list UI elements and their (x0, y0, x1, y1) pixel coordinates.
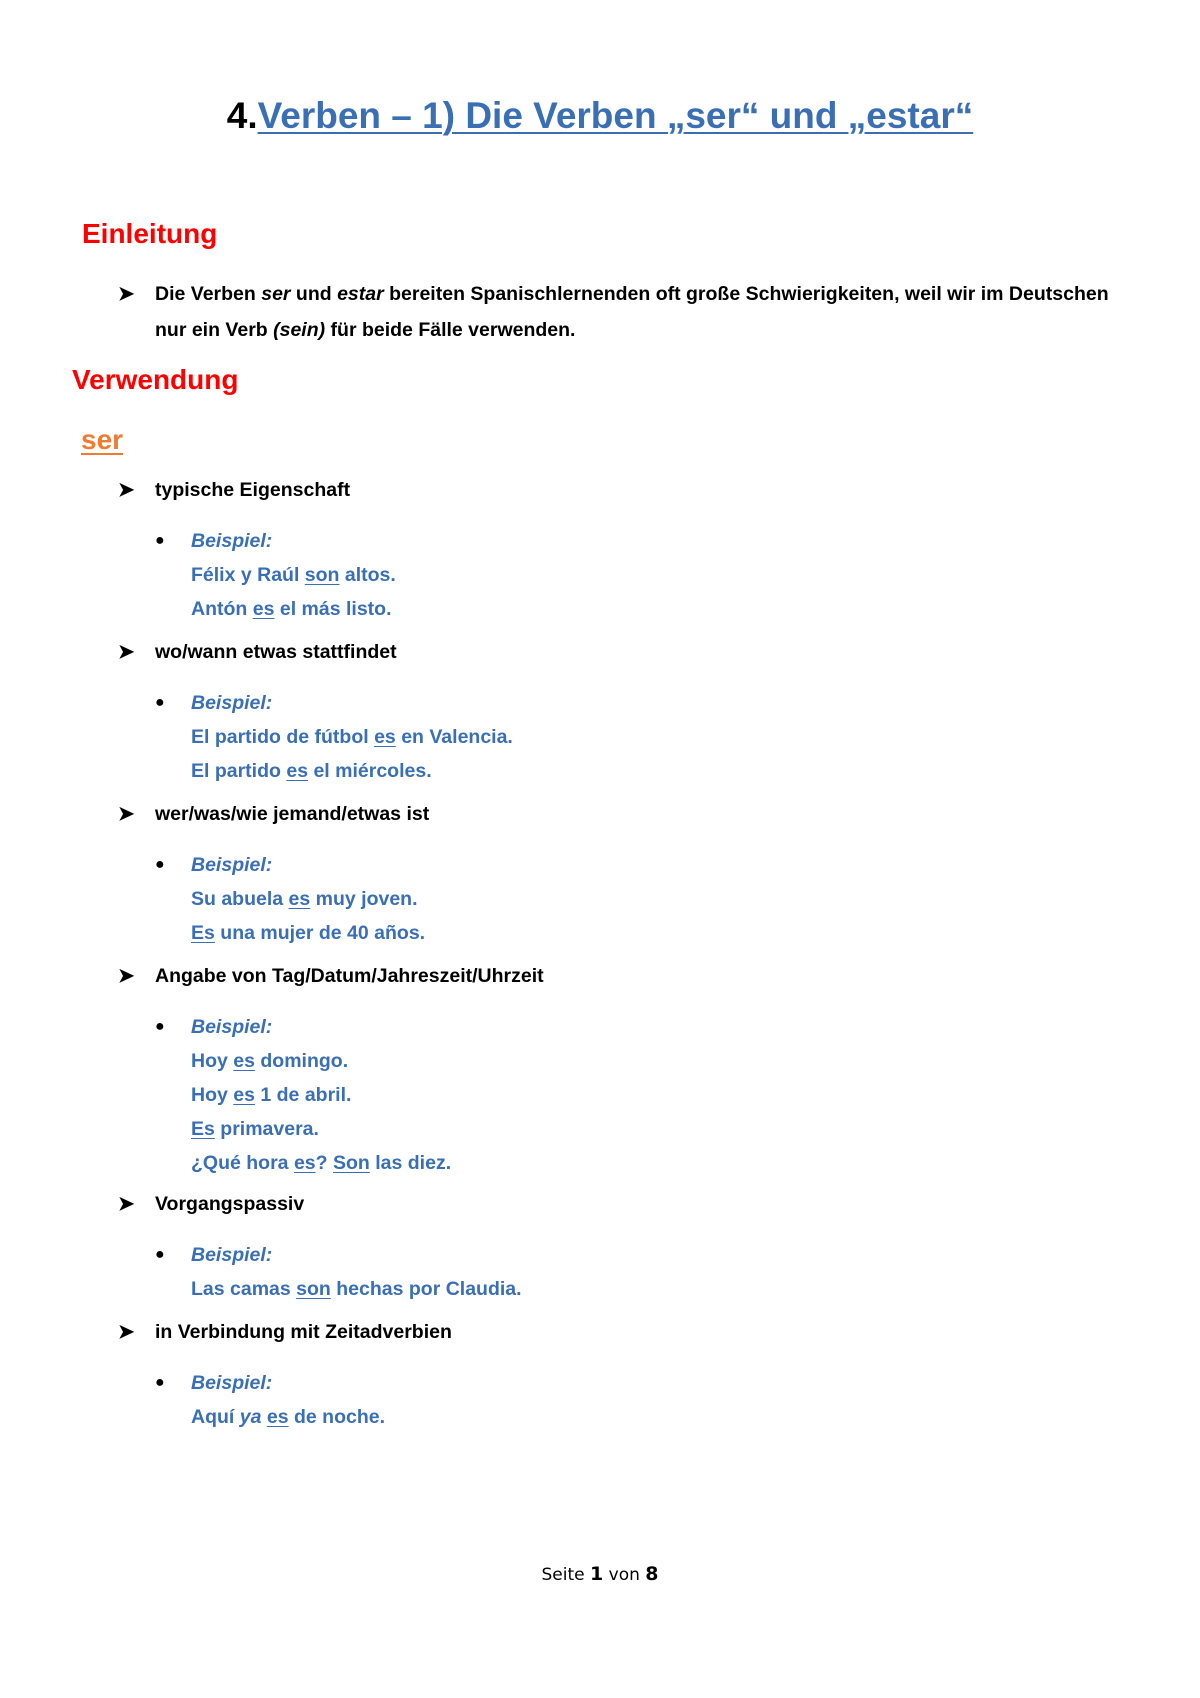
heading-intro: Einleitung (82, 218, 218, 249)
document-title (0, 95, 1200, 137)
example-line: Su abuela es muy joven. (191, 888, 418, 910)
example-line: Antón es el más listo. (191, 598, 392, 620)
arrow-bullet-icon: ➤ (118, 479, 135, 501)
title-link[interactable]: Verben – 1) Die Verben „ser“ und „estar“ (257, 95, 974, 136)
example-line: Félix y Raúl son altos. (191, 564, 396, 586)
bullet-dot-icon: ● (155, 1018, 165, 1035)
usage-item-label: typische Eigenschaft (155, 479, 351, 501)
bullet-dot-icon: ● (155, 1374, 165, 1391)
example-label: Beispiel: (191, 1016, 273, 1038)
arrow-bullet-icon: ➤ (118, 1193, 135, 1215)
arrow-bullet-icon: ➤ (118, 965, 135, 987)
arrow-bullet-icon: ➤ (118, 1321, 135, 1343)
subheading-ser[interactable]: ser (81, 424, 124, 455)
usage-item-label: wer/was/wie jemand/etwas ist (155, 803, 430, 825)
example-label: Beispiel: (191, 854, 273, 876)
bullet-dot-icon: ● (155, 856, 165, 873)
usage-item-label: wo/wann etwas stattfindet (155, 641, 397, 663)
heading-usage: Verwendung (72, 364, 239, 395)
example-line: Hoy es 1 de abril. (191, 1084, 352, 1106)
usage-item-label: Vorgangspassiv (155, 1193, 305, 1215)
usage-item-label: in Verbindung mit Zeitadverbien (155, 1321, 452, 1343)
page-footer: Seite 1 von 8 (541, 1563, 659, 1585)
example-line: Es primavera. (191, 1118, 319, 1140)
example-label: Beispiel: (191, 1372, 273, 1394)
example-line: El partido es el miércoles. (191, 760, 432, 782)
intro-paragraph: Die Verben ser und estar bereiten Spanischlernenden oft große Schwierigkeiten, weil wir im Deutschen nur ein Verb (sein) für beide Fälle verwenden. (155, 283, 1109, 341)
page-total: 8 (645, 1563, 659, 1585)
bullet-dot-icon: ● (155, 694, 165, 711)
arrow-bullet-icon: ➤ (118, 283, 135, 305)
example-line: Es una mujer de 40 años. (191, 922, 426, 944)
page-number: 1 (590, 1563, 604, 1585)
example-label: Beispiel: (191, 692, 273, 714)
title-number: 4. (226, 95, 258, 136)
example-line: El partido de fútbol es en Valencia. (191, 726, 513, 748)
example-line: Las camas son hechas por Claudia. (191, 1278, 522, 1300)
example-label: Beispiel: (191, 530, 273, 552)
example-line: ¿Qué hora es? Son las diez. (191, 1152, 452, 1174)
arrow-bullet-icon: ➤ (118, 641, 135, 663)
example-line: Aquí ya es de noche. (191, 1406, 386, 1428)
arrow-bullet-icon: ➤ (118, 803, 135, 825)
usage-item-label: Angabe von Tag/Datum/Jahreszeit/Uhrzeit (155, 965, 544, 987)
bullet-dot-icon: ● (155, 532, 165, 549)
example-label: Beispiel: (191, 1244, 273, 1266)
bullet-dot-icon: ● (155, 1246, 165, 1263)
example-line: Hoy es domingo. (191, 1050, 349, 1072)
